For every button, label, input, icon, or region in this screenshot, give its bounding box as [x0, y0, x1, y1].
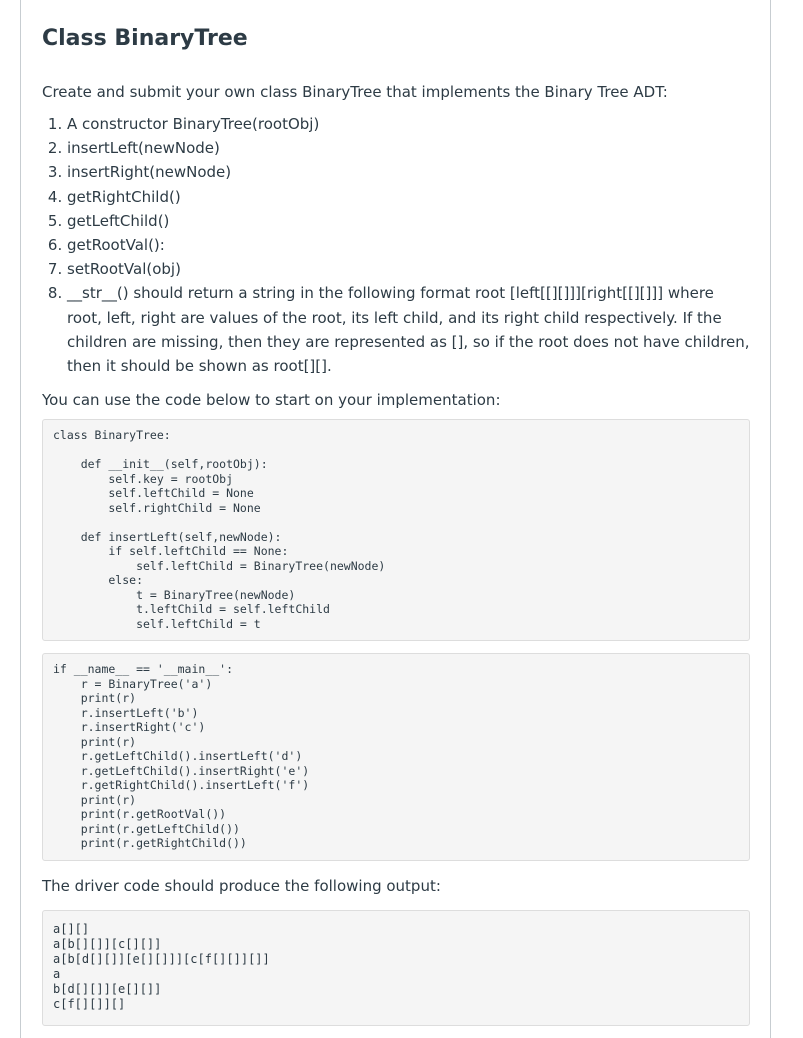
intro-text: Create and submit your own class BinaryTree that implements the Binary Tree ADT: [42, 83, 668, 101]
list-item: 4. getRightChild() [67, 185, 752, 209]
list-item: 6. getRootVal(): [67, 233, 752, 257]
list-item: 8. __str__() should return a string in the following format root [left[[][]]][right[[][]]] where root, left, right are values of the root, its left child, and its right child respectively. If the children are missing, then they are represented as [], so if the root does not have children, then it should be shown as root[][]. [67, 281, 752, 378]
page-title: Class BinaryTree [42, 26, 248, 51]
output-intro-text: The driver code should produce the following output: [42, 877, 441, 895]
requirements-list [42, 112, 752, 378]
list-item: 7. setRootVal(obj) [67, 257, 752, 281]
list-item: 3. insertRight(newNode) [67, 160, 752, 184]
code-block-class: class BinaryTree: def __init__(self,rootObj): self.key = rootObj self.leftChild = None self.rightChild = None def insertLeft(self,newNode): if self.leftChild == None: self.leftChild = BinaryTree(newNode) else: t = BinaryTree(newNode) t.leftChild = self.leftChild self.leftChild = t [42, 419, 750, 641]
list-item: 1. A constructor BinaryTree(rootObj) [67, 112, 752, 136]
code-block-driver: if __name__ == '__main__': r = BinaryTree('a') print(r) r.insertLeft('b') r.insertRight('c') print(r) r.getLeftChild().insertLeft('d') r.getLeftChild().insertRight('e') r.getRightChild().insertLeft('f') print(r) print(r.getRootVal()) print(r.getLeftChild()) print(r.getRightChild()) [42, 653, 750, 861]
code-block-output: a[][] a[b[][]][c[][]] a[b[d[][]][e[][]]][c[f[][]][]] a b[d[][]][e[][]] c[f[][]][] [42, 910, 750, 1026]
list-item: 2. insertLeft(newNode) [67, 136, 752, 160]
assignment-content [42, 22, 752, 410]
code-intro-text: You can use the code below to start on your implementation: [42, 391, 501, 410]
list-item: 5. getLeftChild() [67, 209, 752, 233]
